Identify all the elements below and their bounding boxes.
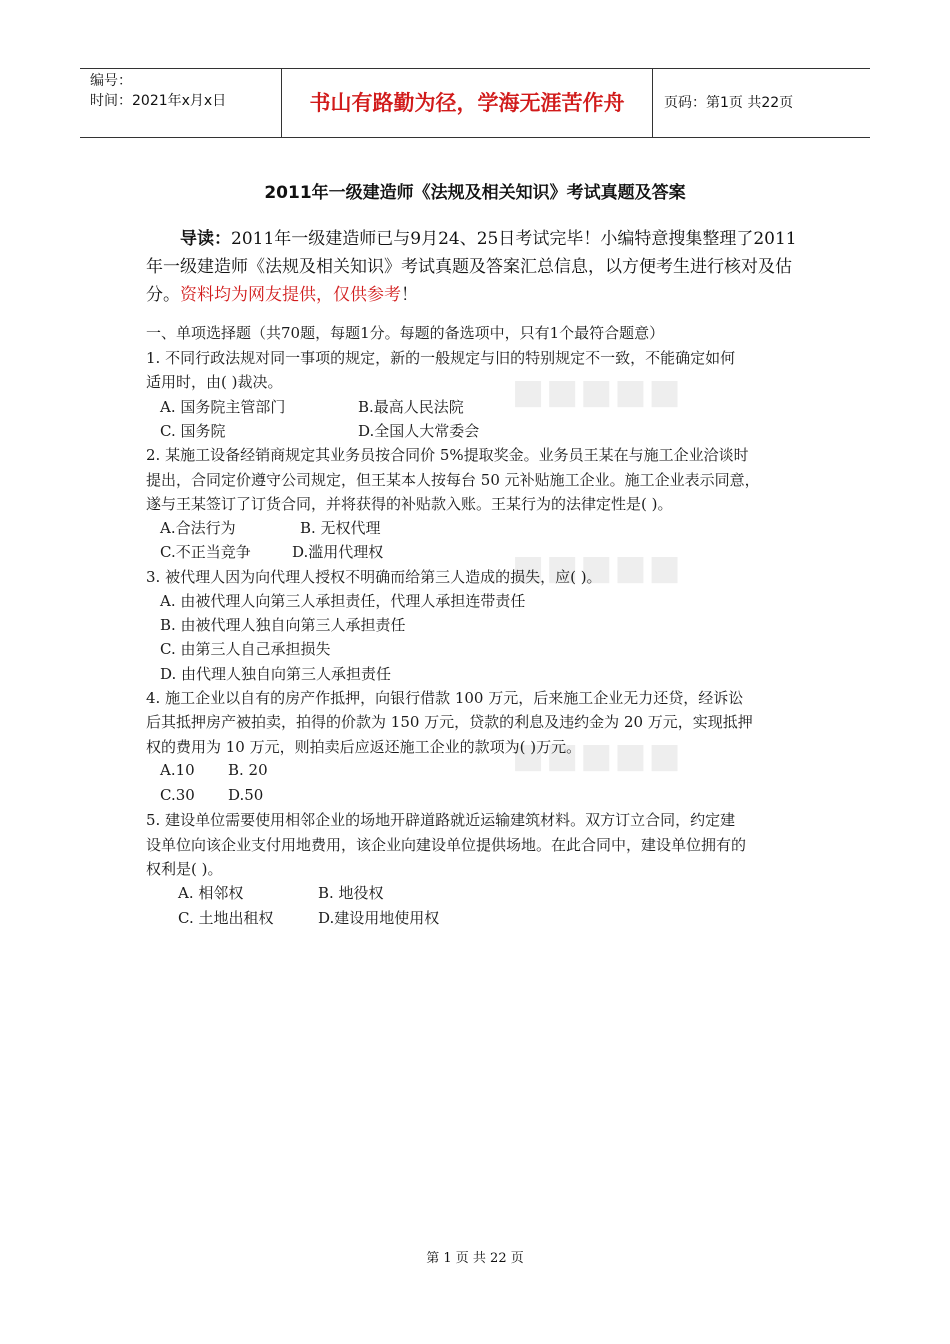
intro-paragraph [146, 225, 810, 309]
q2-option-c: C.不正当竞争 [160, 543, 251, 561]
q4-option-a: A.10 [160, 761, 195, 779]
q4-line-2: 后其抵押房产被拍卖，拍得的价款为 150 万元，贷款的利息及违约金为 20 万元，实现抵押 [146, 713, 753, 731]
q3-option-d: D. 由代理人独自向第三人承担责任 [160, 665, 392, 683]
number-label: 编号： [90, 73, 132, 89]
date-label: 时间：2021年x月x日 [90, 93, 227, 109]
q2-option-b: B. 无权代理 [300, 519, 381, 537]
header-page-info: 页码：第1页 共22页 [664, 95, 794, 111]
watermark-mark: ■■■■■ [512, 548, 683, 588]
q1-option-a: A. 国务院主管部门 [160, 398, 286, 416]
q5-line-2: 设单位向该企业支付用地费用，该企业向建设单位提供场地。在此合同中，建设单位拥有的 [146, 836, 747, 854]
intro-disclaimer: 资料均为网友提供，仅供参考 [180, 285, 401, 305]
q4-option-c: C.30 [160, 786, 195, 804]
section-heading: 一、单项选择题（共70题，每题1分。每题的备选项中，只有1个最符合题意） [146, 324, 665, 342]
q3-option-b: B. 由被代理人独自向第三人承担责任 [160, 616, 406, 634]
q5-option-c: C. 土地出租权 [178, 909, 274, 927]
watermark-mark: ■■■■■ [512, 736, 683, 776]
q4-option-d: D.50 [228, 786, 264, 804]
q2-line-2: 提出，合同定价遵守公司规定，但王某本人按每台 50 元补贴施工企业。施工企业表示同意， [146, 471, 760, 489]
q4-line-1: 4. 施工企业以自有的房产作抵押，向银行借款 100 万元，后来施工企业无力还贷，经诉讼 [146, 689, 744, 707]
header-meta-cell [80, 69, 280, 137]
q1-line-2: 适用时，由( )裁决。 [146, 373, 283, 391]
q1-line-1: 1. 不同行政法规对同一事项的规定，新的一般规定与旧的特别规定不一致，不能确定如何 [146, 349, 736, 367]
q1-option-d: D.全国人大常委会 [358, 422, 480, 440]
intro-end: ！ [401, 285, 418, 305]
q1-option-c: C. 国务院 [160, 422, 226, 440]
q2-option-a: A.合法行为 [160, 519, 236, 537]
intro-body: 2011年一级建造师已与9月24、25日考试完毕！小编特意搜集整理了2011年一级建造师《法规及相关知识》考试真题及答案汇总信息，以方便考生进行核对及估分。 [146, 229, 797, 305]
document-title: 2011年一级建造师《法规及相关知识》考试真题及答案 [264, 183, 686, 203]
watermark-mark: ■■■■■ [512, 372, 683, 412]
q3-line-1: 3. 被代理人因为向代理人授权不明确而给第三人造成的损失，应( )。 [146, 568, 602, 586]
q3-option-c: C. 由第三人自己承担损失 [160, 640, 331, 658]
q5-option-b: B. 地役权 [318, 884, 384, 902]
q5-option-d: D.建设用地使用权 [318, 909, 440, 927]
page-header [80, 68, 870, 138]
page-footer: 第 1 页 共 22 页 [426, 1251, 524, 1266]
q1-option-b: B.最高人民法院 [358, 398, 464, 416]
q4-line-3: 权的费用为 10 万元，则拍卖后应返还施工企业的款项为( )万元。 [146, 738, 582, 756]
q2-option-d: D.滥用代理权 [292, 543, 384, 561]
q3-option-a: A. 由被代理人向第三人承担责任，代理人承担连带责任 [160, 592, 526, 610]
q5-line-1: 5. 建设单位需要使用相邻企业的场地开辟道路就近运输建筑材料。双方订立合同，约定建 [146, 811, 736, 829]
intro-lead: 导读： [180, 229, 231, 249]
q5-line-3: 权利是( )。 [146, 860, 223, 878]
q2-line-3: 遂与王某签订了订货合同，并将获得的补贴款入账。王某行为的法律定性是( )。 [146, 495, 673, 513]
q2-line-1: 2. 某施工设备经销商规定其业务员按合同价 5%提取奖金。业务员王某在与施工企业洽谈时 [146, 446, 749, 464]
header-motto: 书山有路勤为径，学海无涯苦作舟 [281, 69, 653, 137]
q5-option-a: A. 相邻权 [178, 884, 244, 902]
q4-option-b: B. 20 [228, 761, 268, 779]
